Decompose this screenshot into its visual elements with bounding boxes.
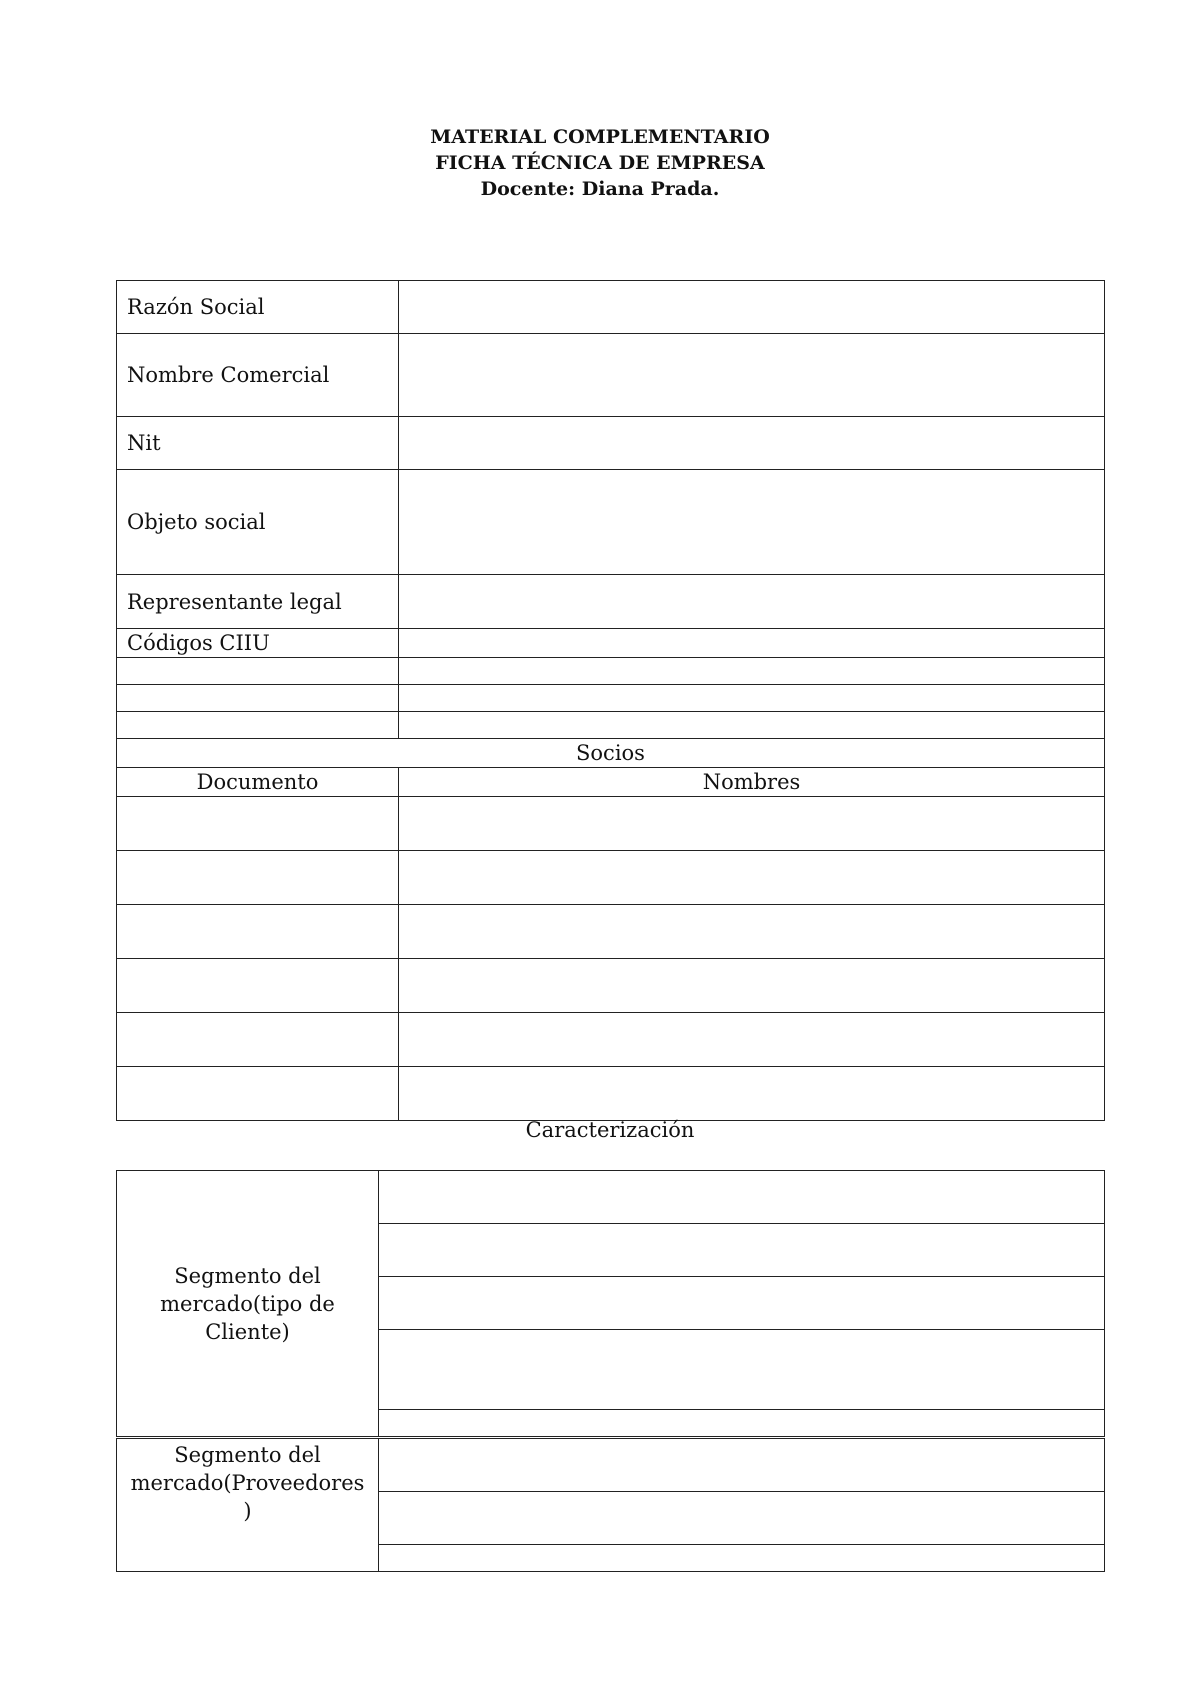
- label-segmento-clientes: Segmento del mercado(tipo de Cliente): [117, 1171, 379, 1437]
- field-representante-legal[interactable]: [399, 575, 1105, 629]
- label-representante-legal: Representante legal: [117, 575, 399, 629]
- table-row: [117, 959, 1105, 1013]
- field-ciiu-desc-2[interactable]: [399, 658, 1105, 685]
- header-subtitle: FICHA TÉCNICA DE EMPRESA: [435, 152, 765, 174]
- caracterizacion-heading: Caracterización: [525, 1118, 695, 1142]
- label-nombre-comercial: Nombre Comercial: [117, 334, 399, 417]
- field-ciiu-desc-3[interactable]: [399, 685, 1105, 712]
- company-info-table: [116, 280, 1105, 1121]
- field-socio-documento[interactable]: [117, 959, 399, 1013]
- field-segmento-cliente[interactable]: [379, 1224, 1105, 1277]
- table-row: [117, 334, 1105, 417]
- label-nit: Nit: [117, 417, 399, 470]
- table-row: [117, 768, 1105, 797]
- table-row: [117, 1439, 1105, 1492]
- field-objeto-social[interactable]: [399, 470, 1105, 575]
- column-header-documento: Documento: [117, 768, 399, 797]
- table-row: [117, 1171, 1105, 1224]
- field-ciiu-code-4[interactable]: [117, 712, 399, 739]
- field-socio-documento[interactable]: [117, 905, 399, 959]
- field-segmento-proveedor[interactable]: [379, 1492, 1105, 1545]
- field-segmento-cliente[interactable]: [379, 1277, 1105, 1330]
- socios-heading: Socios: [117, 739, 1105, 768]
- field-ciiu-desc-4[interactable]: [399, 712, 1105, 739]
- field-socio-nombre[interactable]: [399, 851, 1105, 905]
- field-socio-documento[interactable]: [117, 797, 399, 851]
- field-segmento-cliente[interactable]: [379, 1330, 1105, 1410]
- column-header-nombres: Nombres: [399, 768, 1105, 797]
- table-row: [117, 685, 1105, 712]
- field-socio-documento[interactable]: [117, 851, 399, 905]
- table-row: [117, 905, 1105, 959]
- table-row: [117, 629, 1105, 658]
- segmento-proveedores-table: [116, 1438, 1105, 1572]
- field-segmento-cliente[interactable]: [379, 1410, 1105, 1437]
- segmento-clientes-table: [116, 1170, 1105, 1437]
- table-row: [117, 1067, 1105, 1121]
- table-row: [117, 281, 1105, 334]
- field-ciiu-code-2[interactable]: [117, 658, 399, 685]
- label-segmento-proveedores: Segmento del mercado(Proveedores ): [117, 1439, 379, 1572]
- field-socio-nombre[interactable]: [399, 797, 1105, 851]
- label-objeto-social: Objeto social: [117, 470, 399, 575]
- table-row: [117, 575, 1105, 629]
- table-row: [117, 712, 1105, 739]
- field-segmento-proveedor[interactable]: [379, 1545, 1105, 1572]
- field-segmento-proveedor[interactable]: [379, 1439, 1105, 1492]
- field-socio-nombre[interactable]: [399, 905, 1105, 959]
- table-row: [117, 470, 1105, 575]
- header-title: MATERIAL COMPLEMENTARIO: [430, 126, 770, 148]
- field-socio-documento[interactable]: [117, 1067, 399, 1121]
- field-segmento-cliente[interactable]: [379, 1171, 1105, 1224]
- field-nombre-comercial[interactable]: [399, 334, 1105, 417]
- table-row: [117, 1013, 1105, 1067]
- field-ciiu-code-3[interactable]: [117, 685, 399, 712]
- field-socio-nombre[interactable]: [399, 1067, 1105, 1121]
- field-socio-documento[interactable]: [117, 1013, 399, 1067]
- field-nit[interactable]: [399, 417, 1105, 470]
- table-row: [117, 739, 1105, 768]
- document-header: [0, 124, 1200, 202]
- field-socio-nombre[interactable]: [399, 1013, 1105, 1067]
- table-row: [117, 797, 1105, 851]
- label-razon-social: Razón Social: [117, 281, 399, 334]
- label-codigos-ciiu: Códigos CIIU: [117, 629, 399, 658]
- field-socio-nombre[interactable]: [399, 959, 1105, 1013]
- table-row: [117, 417, 1105, 470]
- table-row: [117, 851, 1105, 905]
- table-row: [117, 658, 1105, 685]
- header-teacher: Docente: Diana Prada.: [480, 178, 720, 200]
- field-codigo-ciiu-1[interactable]: [399, 629, 1105, 658]
- field-razon-social[interactable]: [399, 281, 1105, 334]
